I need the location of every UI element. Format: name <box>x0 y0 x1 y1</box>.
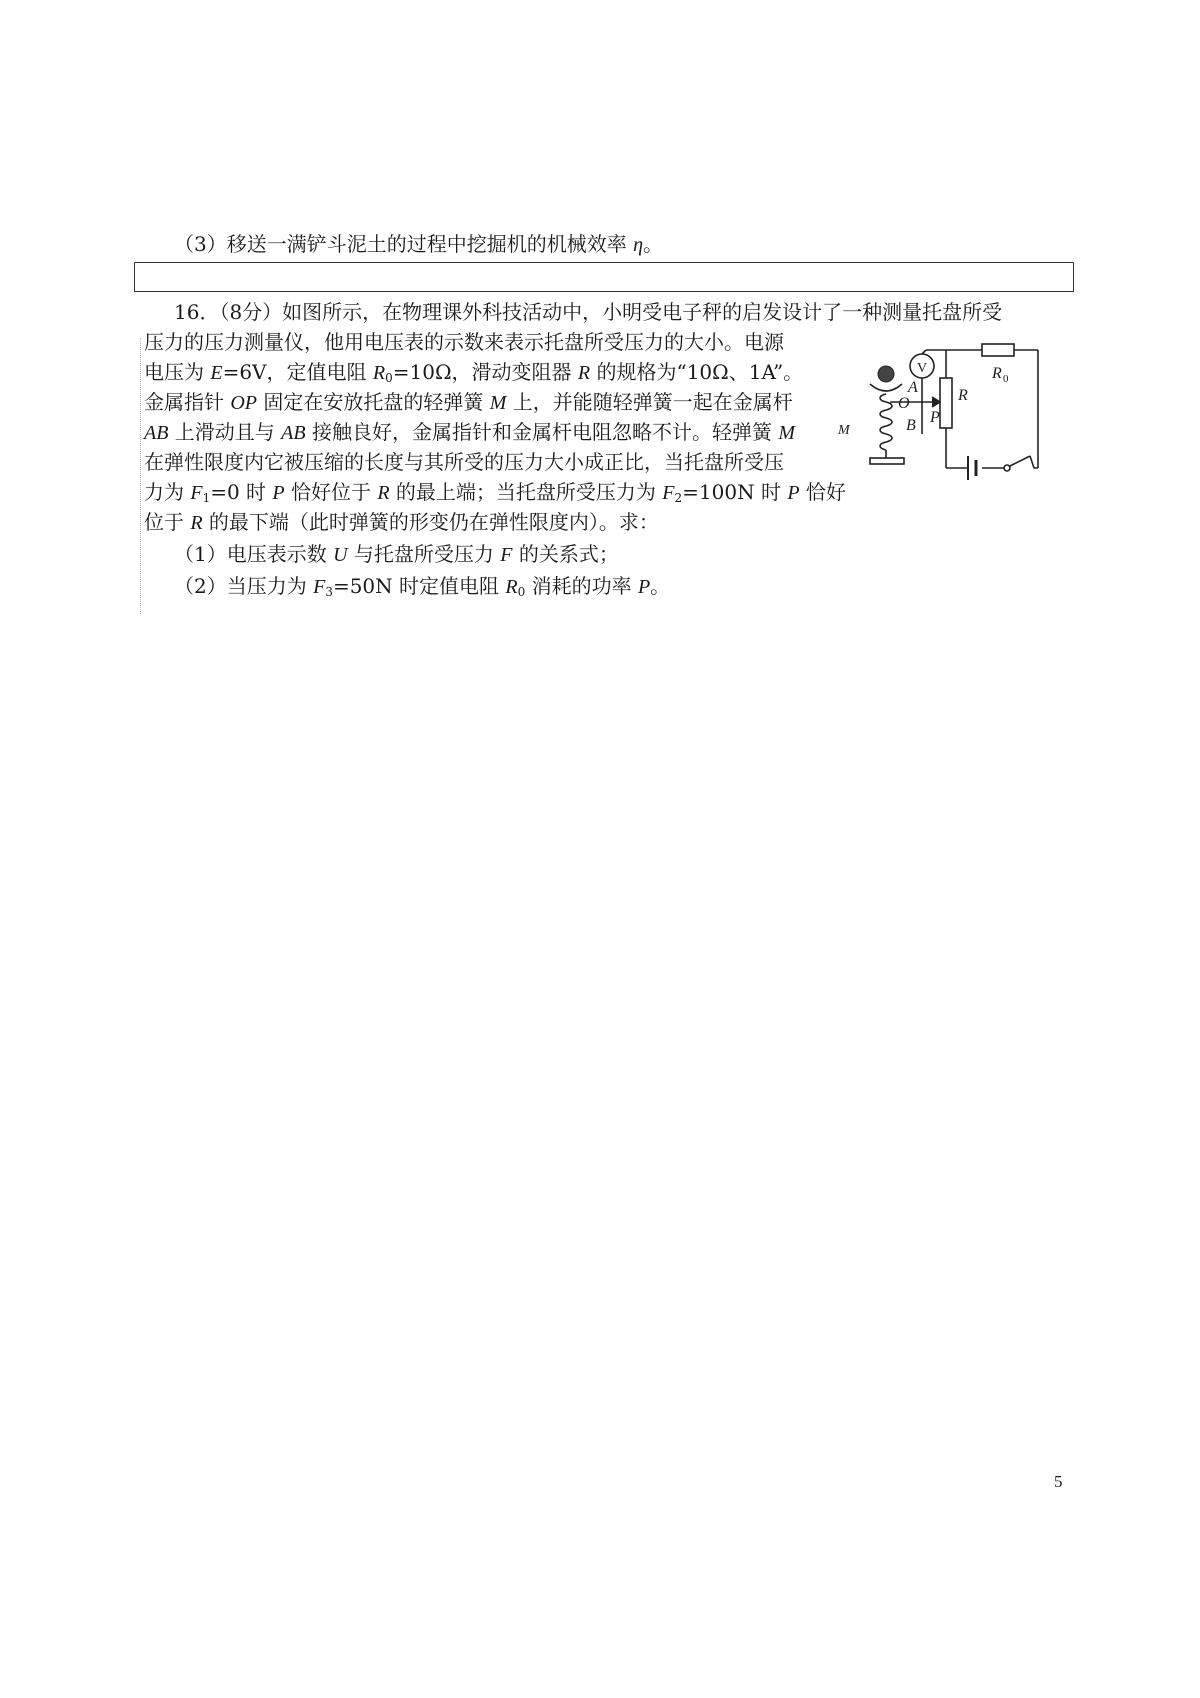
q15-part3: （3）移送一满铲斗泥土的过程中挖掘机的机械效率 η。 <box>174 232 664 256</box>
label-r0-sub: 0 <box>1003 373 1009 385</box>
label-v: V <box>917 361 928 376</box>
circuit-diagram <box>834 336 1044 488</box>
label-r: R <box>958 387 968 404</box>
switch-blade <box>1010 456 1030 466</box>
label-a: A <box>908 379 918 396</box>
r0-resistor <box>982 344 1014 356</box>
q16-line2: 压力的压力测量仪，他用电压表的示数来表示托盘所受压力的大小。电源 <box>144 330 784 354</box>
q16-line5: AB 上滑动且与 AB 接触良好，金属指针和金属杆电阻忽略不计。轻弹簧 M <box>144 420 795 444</box>
answer-box <box>134 262 1074 292</box>
label-o: O <box>898 395 910 412</box>
dotted-guide <box>140 338 141 614</box>
label-b: B <box>906 417 916 434</box>
q16-line4: 金属指针 OP 固定在安放托盘的轻弹簧 M 上，并能随轻弹簧一起在金属杆 <box>144 390 793 414</box>
q16-part2: （2）当压力为 $F_3=50N$ 时定值电阻 $R_0$ 消耗的功率 P。 <box>174 574 671 599</box>
q16-line1: 16．（8分）如图所示，在物理课外科技活动中，小明受电子秤的启发设计了一种测量托盘所受 <box>174 300 1003 324</box>
q16-line8: 位于 R 的最下端（此时弹簧的形变仍在弹性限度内）。求： <box>144 510 659 534</box>
label-r0: R <box>992 365 1002 382</box>
q16-line7: 力为 $F_1=0$ 时 P 恰好位于 R 的最上端；当托盘所受压力为 $F_2=100N$ 时 P 恰好 <box>144 480 846 505</box>
switch-pivot <box>1004 465 1010 471</box>
spring-base <box>870 458 904 464</box>
label-p: P <box>930 409 940 426</box>
ball <box>878 366 894 382</box>
label-m: M <box>838 423 850 438</box>
page-number: 5 <box>1054 1472 1063 1491</box>
rheostat-r <box>940 378 952 428</box>
q16-part1: （1）电压表示数 U 与托盘所受压力 F 的关系式； <box>174 542 619 566</box>
q16-line3: 电压为 E=6V，定值电阻 $R_0=10\Omega$，滑动变阻器 R 的规格为“10Ω、1A”。 <box>144 360 804 385</box>
tray <box>870 384 902 391</box>
q16-line6: 在弹性限度内它被压缩的长度与其所受的压力大小成正比，当托盘所受压 <box>144 450 784 474</box>
